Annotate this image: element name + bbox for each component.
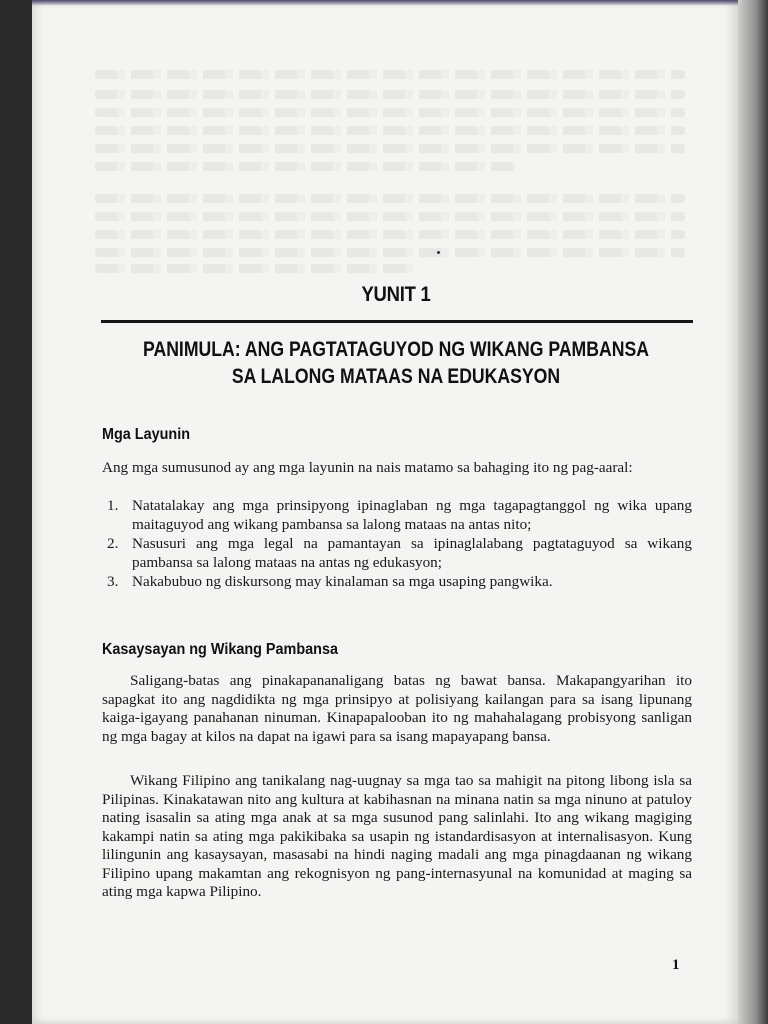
- show-through-line: [95, 126, 685, 135]
- section-heading-layunin: Mga Layunin: [102, 426, 191, 443]
- section-heading-kasaysayan: Kasaysayan ng Wikang Pambansa: [102, 641, 338, 658]
- list-item-text: Natatalakay ang mga prinsipyong ipinaglaban ng mga tagapagtanggol ng wika upang maitaguyod ang wikang pambansa sa lalong mataas na antas nito;: [132, 497, 692, 533]
- show-through-line: [95, 230, 685, 239]
- list-item: [102, 573, 692, 592]
- chapter-title-line-1: PANIMULA: ANG PAGTATAGUYOD NG WIKANG PAMBANSA: [143, 338, 649, 361]
- page-right-edge: [738, 0, 768, 1024]
- list-item: [102, 497, 692, 534]
- list-item-number: 2.: [107, 535, 119, 552]
- list-item-number: 3.: [107, 573, 119, 590]
- layunin-intro: Ang mga sumusunod ay ang mga layunin na nais matamo sa bahaging ito ng pag-aaral:: [102, 459, 633, 476]
- unit-title: YUNIT 1: [361, 283, 431, 306]
- list-item-text: Nasusuri ang mga legal na pamantayan sa ipinaglalabang pagtataguyod sa wikang pambansa sa lalong mataas na antas ng edukasyon;: [132, 535, 692, 571]
- body-paragraph-1: Saligang-batas ang pinakapananaligang batas ng bawat bansa. Makapangyarihan ito sapagkat ito ang nagdidikta ng mga prinsipyo at polisiyang kailangan para sa isang lipunang kaiga-igayang panahanan ninuman. Kinapapalooban ito ng mahahalagang probisyong sanligan ng mga bagay at kilos na dapat na igawi para sa isang mapayapang bansa.: [102, 672, 692, 745]
- objectives-list: [102, 497, 692, 593]
- show-through-line: [95, 162, 515, 171]
- show-through-line: [95, 70, 685, 79]
- list-item: [102, 535, 692, 572]
- page-top-edge: [32, 0, 738, 6]
- show-through-line: [95, 144, 685, 153]
- page-number: 1: [672, 957, 680, 973]
- show-through-line: [95, 108, 685, 117]
- chapter-title-line-2: SA LALONG MATAAS NA EDUKASYON: [231, 365, 561, 388]
- print-speck: [437, 251, 440, 254]
- show-through-line: [95, 194, 685, 203]
- title-rule: [101, 320, 693, 323]
- show-through-line: [95, 90, 685, 99]
- body-paragraph-2: Wikang Filipino ang tanikalang nag-uugnay sa mga tao sa mahigit na pitong libong isla sa Pilipinas. Kinakatawan nito ang kultura at kabihasnan na minana natin sa mga ninuno at patuloy nating isasalin sa ating mga anak at sa mga susunod pang salinlahi. Ito ang wikang magiging kakampi natin sa ating mga pakikibaka sa usapin ng istandardisasyon at internalisasyon. Kung lilingunin ang kasaysayan, masasabi na hindi naging madali ang mga pinagdaanan ng wikang Filipino upang makamtan ang rekognisyon ng pang-internasyunal na komunidad at maging sa ating mga kapwa Pilipino.: [102, 772, 692, 900]
- show-through-line: [95, 248, 685, 257]
- show-through-line: [95, 264, 415, 273]
- show-through-line: [95, 212, 685, 221]
- list-item-text: Nakabubuo ng diskursong may kinalaman sa mga usaping pangwika.: [132, 573, 553, 590]
- list-item-number: 1.: [107, 497, 119, 514]
- chapter-title: [131, 336, 662, 390]
